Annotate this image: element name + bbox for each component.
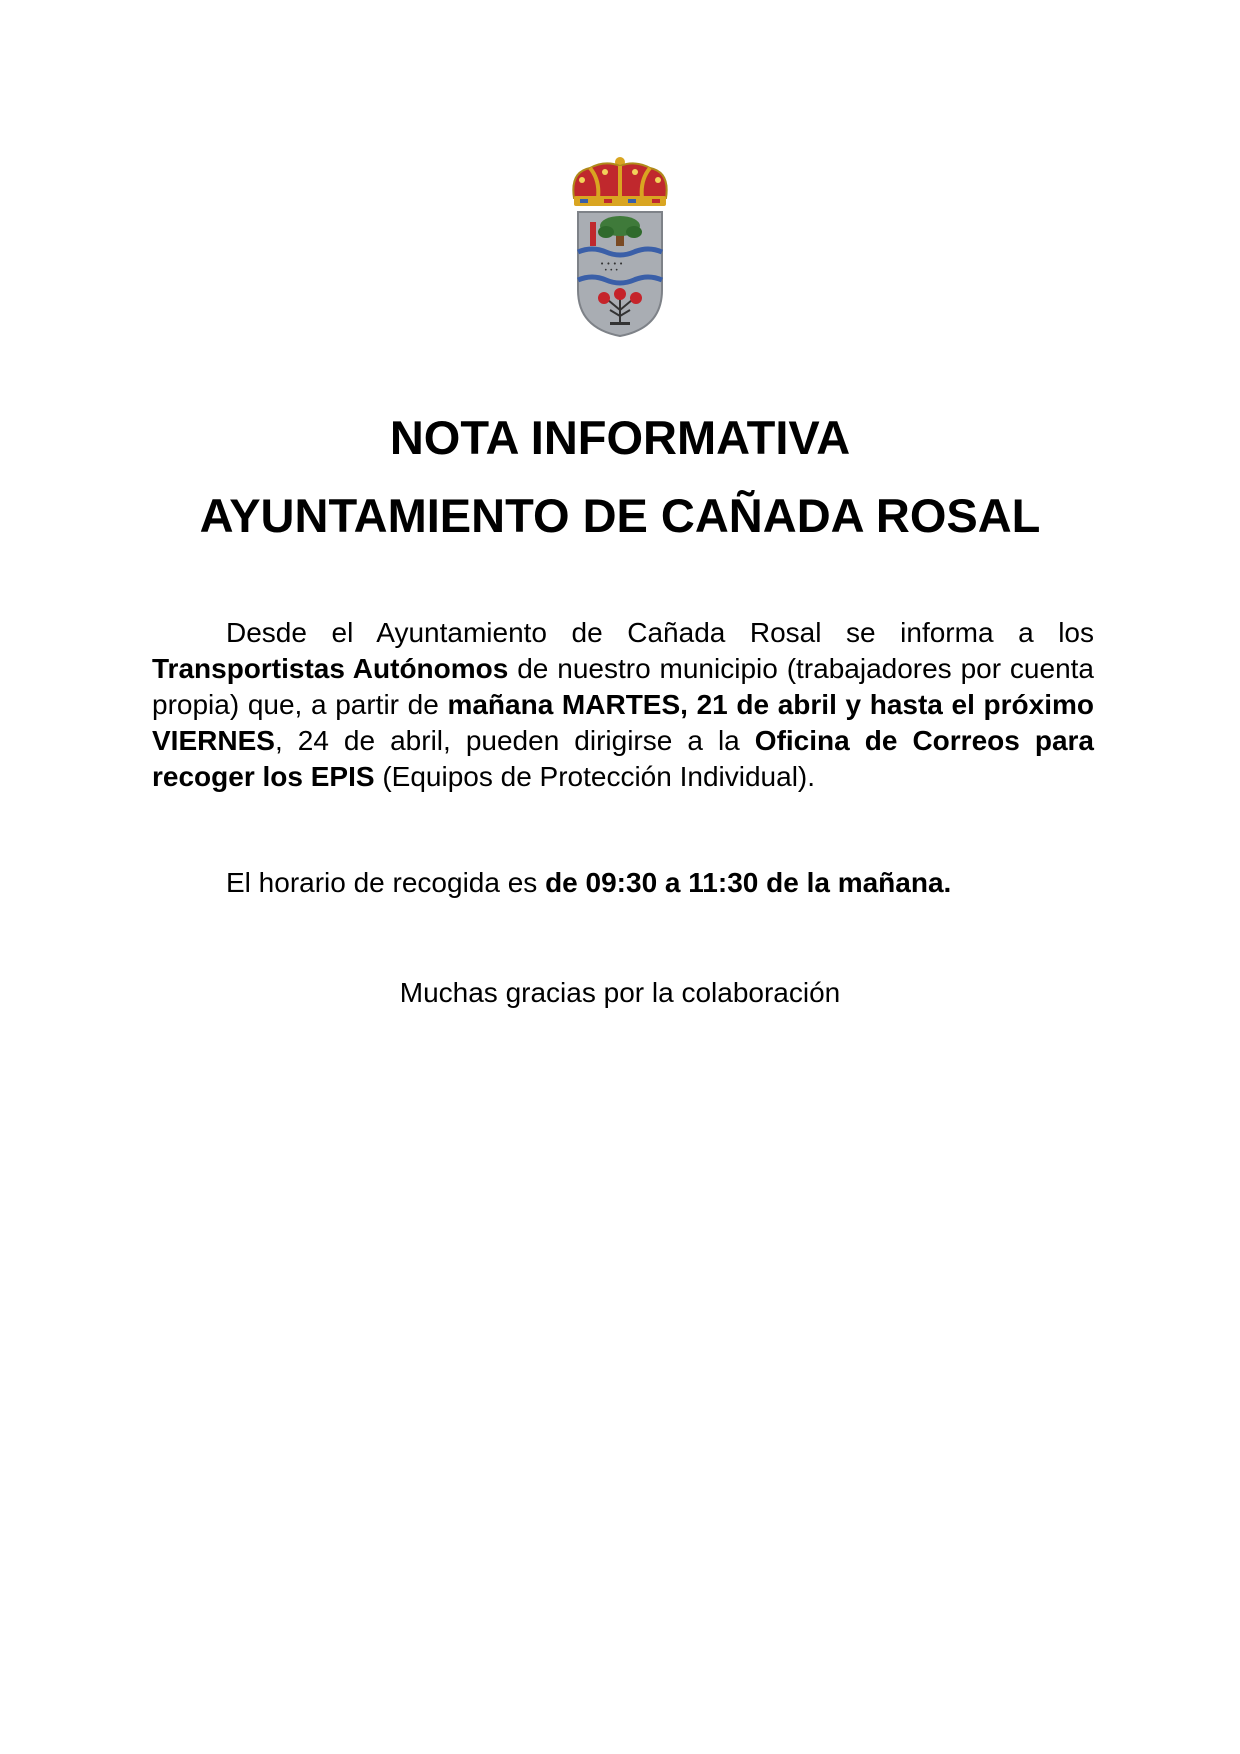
body-text-4: (Equipos de Protección Individual).	[374, 761, 816, 792]
svg-text:• • • •: • • • •	[600, 260, 624, 268]
body-text-1: Desde el Ayuntamiento de Cañada Rosal se informa a los	[226, 617, 1094, 648]
svg-text:• • •: • • •	[604, 267, 619, 274]
crown-icon	[573, 157, 666, 206]
body-bold-3: Oficina de Correos para recoger los EPIS	[152, 725, 1094, 792]
body-text-3: , 24 de abril, pueden dirigirse a la	[274, 725, 755, 756]
document-title: NOTA INFORMATIVA	[389, 411, 851, 464]
schedule-text: El horario de recogida es	[226, 867, 546, 898]
body-bold-2: mañana MARTES, 21 de abril y hasta el próximo VIERNES	[152, 689, 1095, 756]
body-paragraph	[152, 615, 1094, 795]
body-text-2: de nuestro municipio (trabajadores por cuenta propia) que, a partir de	[152, 653, 1094, 720]
closing-text: Muchas gracias por la colaboración	[399, 977, 841, 1008]
coat-of-arms-icon	[560, 150, 680, 340]
document-subtitle: AYUNTAMIENTO DE CAÑADA ROSAL	[199, 489, 1041, 542]
schedule-hours: de 09:30 a 11:30 de la mañana.	[545, 867, 952, 898]
body-bold-1: Transportistas Autónomos	[152, 653, 509, 684]
schedule-paragraph	[226, 865, 951, 901]
